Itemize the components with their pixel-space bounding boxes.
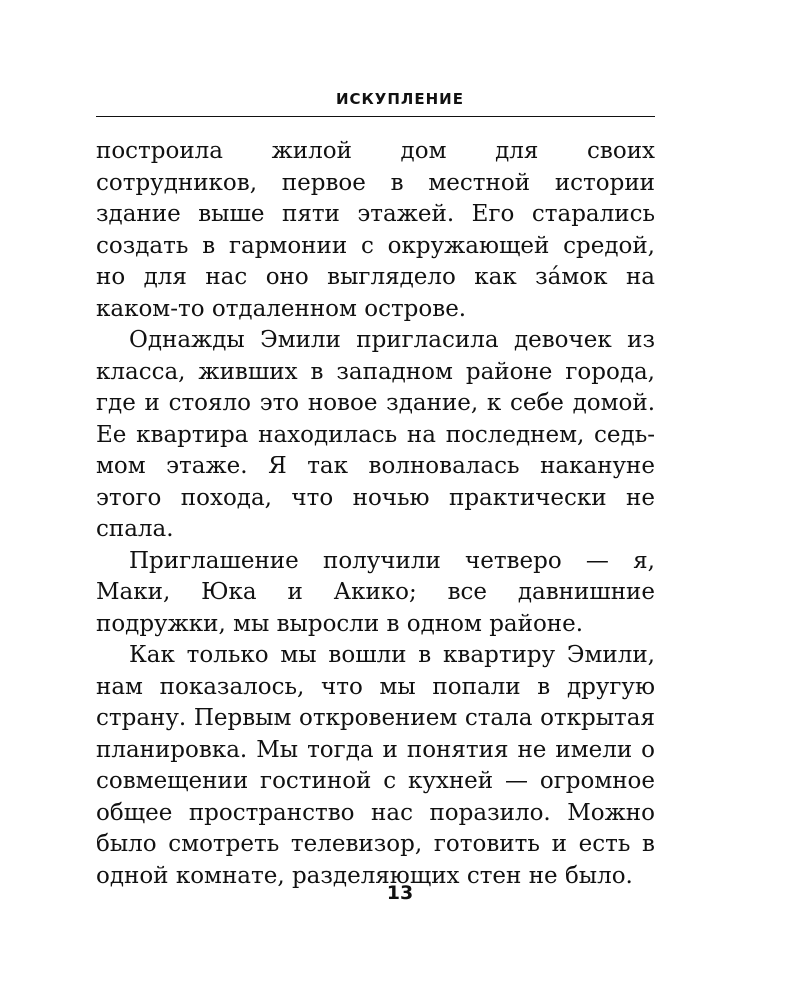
running-header-title: ИСКУПЛЕНИЕ: [335, 90, 464, 108]
paragraph: Однажды Эмили пригласила девочек из класса, живших в западном районе города, где и стояло это новое здание, к себе домой. Ее квартира находилась на последнем, седьмом этаже. Я так волновалась накануне этого похода, что ночью практически не спала.: [96, 327, 655, 542]
header-divider: [96, 116, 655, 117]
paragraph: Как только мы вошли в квартиру Эмили, нам показалось, что мы попали в другую страну. Первым откровением стала открытая планировка. Мы тогда и понятия не имели о совмещении гостиной с кухней — огромное общее пространство нас поразило. Можно было смотреть телевизор, готовить и есть в одной комнате, разделяющих стен не было.: [96, 642, 655, 889]
page-number: 13: [386, 882, 414, 904]
body-text: [96, 136, 655, 892]
paragraph-continued: построила жилой дом для своих сотрудников, первое в местной истории здание выше пяти этажей. Его старались создать в гармонии с окружающей средой, но для нас оно выглядело как за́мок на каком-то отдаленном острове.: [96, 138, 655, 322]
paragraph: Приглашение получили четверо — я, Маки, Юка и Акико; все давнишние подружки, мы выросли в одном районе.: [96, 547, 655, 637]
